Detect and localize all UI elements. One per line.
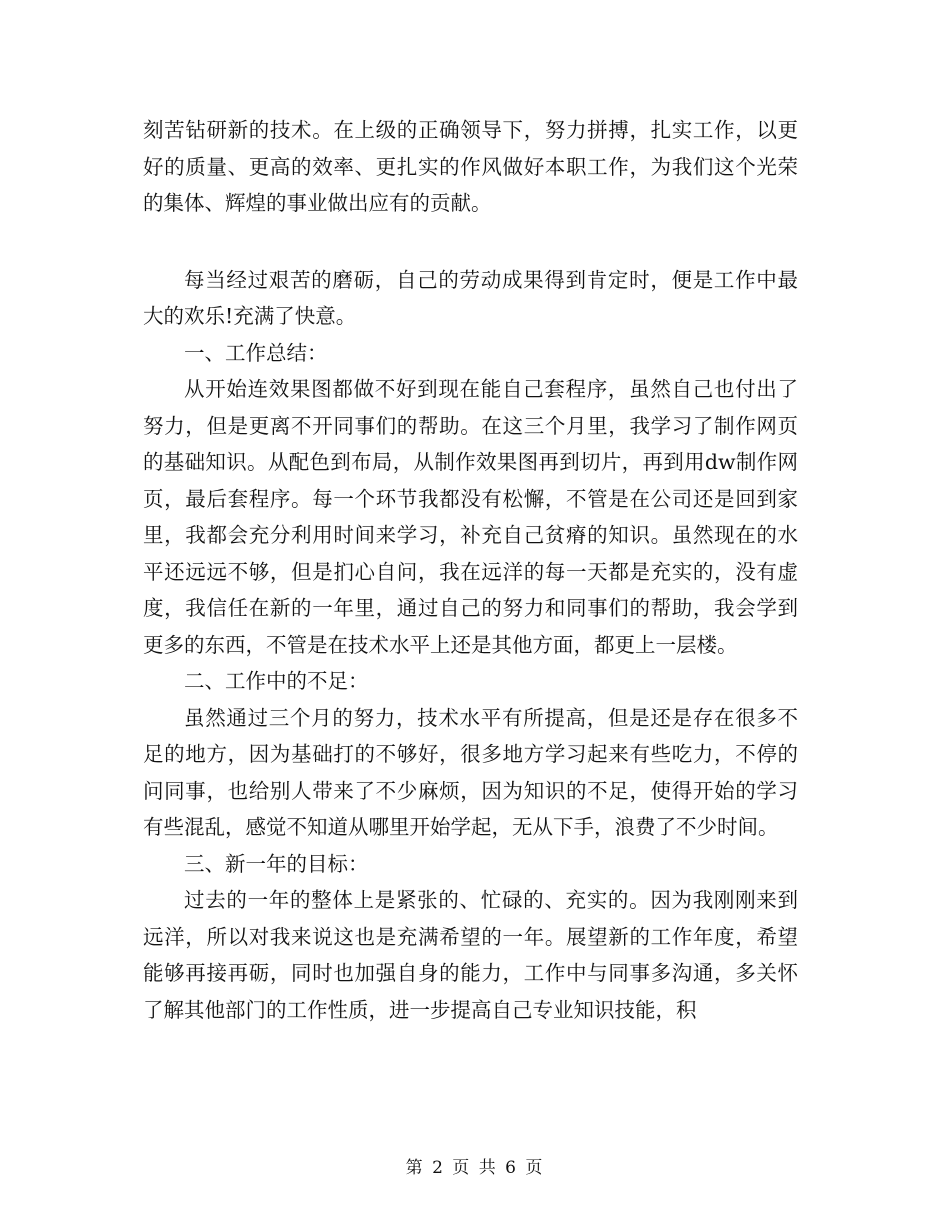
section-heading-summary: 一、工作总结： xyxy=(184,340,328,365)
document-body xyxy=(143,112,798,1028)
section-heading-goals: 三、新一年的目标： xyxy=(184,851,369,876)
paragraph-goals: 过去的一年的整体上是紧张的、忙碌的、充实的。因为我刚刚来到远洋，所以对我来说这也是充满希望的一年。展望新的工作年度，希望能够再接再砺，同时也加强自身的能力，工作中与同事多沟通，多关怀了解其他部门的工作性质，进一步提高自己专业知识技能，积 xyxy=(143,888,798,1022)
paragraph-intro: 每当经过艰苦的磨砺，自己的劳动成果得到肯定时，便是工作中最大的欢乐!充满了快意。 xyxy=(143,267,798,328)
paragraph-shortcomings: 虽然通过三个月的努力，技术水平有所提高，但是还是存在很多不足的地方，因为基础打的不够好，很多地方学习起来有些吃力，不停的问同事，也给别人带来了不少麻烦，因为知识的不足，使得开始的学习有些混乱，感觉不知道从哪里开始学起，无从下手，浪费了不少时间。 xyxy=(143,705,798,839)
paragraph-gap xyxy=(143,222,798,262)
paragraph-summary: 从开始连效果图都做不好到现在能自己套程序，虽然自己也付出了努力，但是更离不开同事们的帮助。在这三个月里，我学习了制作网页的基础知识。从配色到布局，从制作效果图再到切片，再到用dw制作网页，最后套程序。每一个环节我都没有松懈，不管是在公司还是回到家里，我都会充分利用时间来学习，补充自己贫瘠的知识。虽然现在的水平还远远不够，但是扪心自问，我在远洋的每一天都是充实的，没有虚度，我信任在新的一年里，通过自己的努力和同事们的帮助，我会学到更多的东西，不管是在技术水平上还是其他方面，都更上一层楼。 xyxy=(143,377,798,657)
section-heading-shortcomings: 二、工作中的不足： xyxy=(184,669,369,693)
page-number-label: 第 2 页 共 6 页 xyxy=(405,1158,545,1178)
page-footer xyxy=(0,1153,950,1178)
paragraph-continuation: 刻苦钻研新的技术。在上级的正确领导下，努力拼搏，扎实工作，以更好的质量、更高的效率、更扎实的作风做好本职工作，为我们这个光荣的集体、辉煌的事业做出应有的贡献。 xyxy=(143,118,798,215)
